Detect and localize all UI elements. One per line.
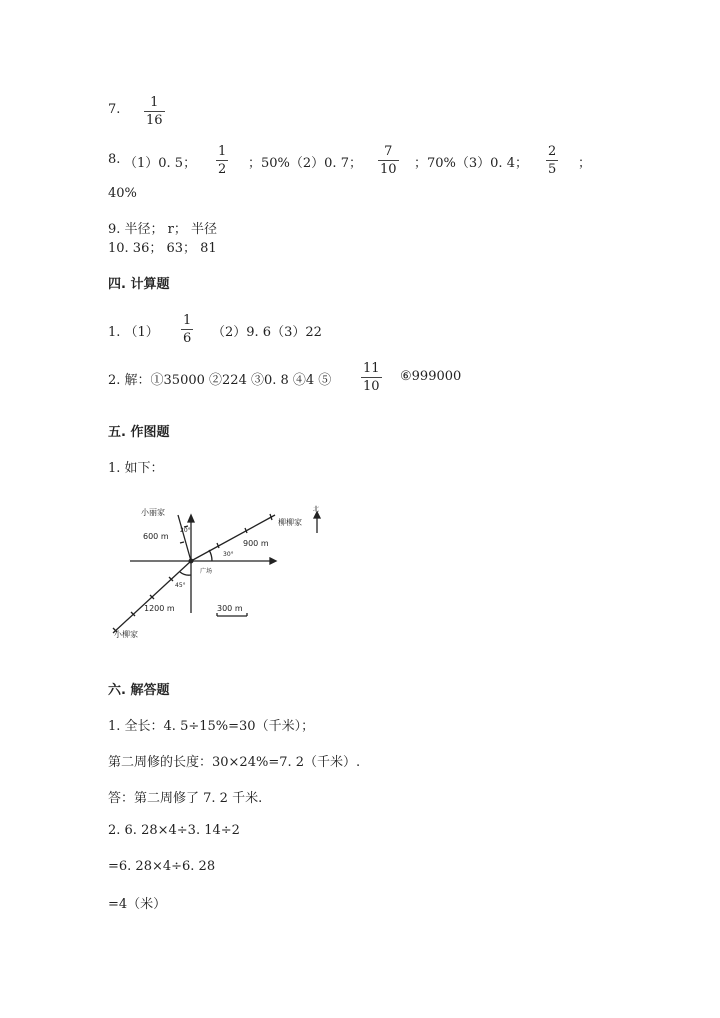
label-xiaoliu: 小柳家 — [114, 630, 138, 639]
q9-answer: 9. 半径； r； 半径 — [108, 222, 218, 237]
q8-part4: ； — [578, 156, 592, 171]
tick — [180, 542, 184, 543]
answer-line-5: =6. 28×4÷6. 28 — [108, 859, 216, 874]
q8-line2: 40% — [108, 186, 137, 201]
section-6-title: 六. 解答题 — [108, 683, 170, 698]
q8-fraction-3 — [546, 144, 558, 177]
label-angle-45: 45° — [175, 582, 186, 589]
q7-fraction — [144, 95, 165, 128]
q8-fraction-2 — [378, 144, 399, 177]
q8-part3: ；70%（3）0. 4； — [414, 156, 528, 171]
calc1-fraction-numerator: 1 — [183, 313, 192, 328]
q8-number: 8. — [108, 152, 121, 167]
plaza-point — [189, 559, 194, 564]
answer-line-2: 第二周修的长度：30×24%=7. 2（千米）. — [108, 755, 361, 770]
answer-line-1: 1. 全长：4. 5÷15%=30（千米）； — [108, 719, 315, 734]
q8-fraction-1 — [216, 144, 228, 177]
label-900m: 900 m — [243, 539, 269, 548]
calc1-fraction — [181, 313, 193, 346]
label-liuliu: 柳柳家 — [278, 518, 302, 527]
angle-arc-30 — [209, 550, 212, 561]
north-axis-arrow-icon — [188, 515, 194, 522]
east-axis-arrow-icon — [270, 558, 276, 564]
label-angle-30: 30° — [223, 551, 234, 558]
answer-line-6: =4（米） — [108, 897, 167, 912]
label-scale: 300 m — [217, 604, 243, 613]
calc2-fraction — [361, 361, 382, 394]
q8-part2: ；50%（2）0. 7； — [248, 156, 362, 171]
tick — [245, 528, 247, 533]
label-north: 北 — [313, 506, 320, 513]
q10-answer: 10. 36； 63； 81 — [108, 241, 217, 256]
direction-diagram — [100, 495, 340, 645]
q8-part1: （1）0. 5； — [124, 156, 197, 171]
calc2-prefix: 2. 解：①35000 ②224 ③0. 8 ④4 ⑤ — [108, 373, 332, 388]
q8-fraction-2-denominator: 10 — [380, 162, 397, 177]
section-5-line1: 1. 如下： — [108, 461, 164, 476]
q7-fraction-numerator: 1 — [150, 95, 159, 110]
section-4-title: 四. 计算题 — [108, 277, 170, 292]
calc1-suffix: （2）9. 6（3）22 — [212, 325, 322, 340]
calc2-suffix: ⑥999000 — [400, 369, 462, 384]
angle-arc-45 — [180, 572, 191, 575]
label-guangchang: 广场 — [200, 568, 213, 575]
q8-fraction-3-denominator: 5 — [548, 162, 557, 177]
calc2-fraction-denominator: 10 — [363, 379, 380, 394]
q8-fraction-1-numerator: 1 — [218, 144, 227, 159]
section-5-title: 五. 作图题 — [108, 425, 170, 440]
calc2-fraction-numerator: 11 — [363, 361, 380, 376]
q8-fraction-2-numerator: 7 — [384, 144, 393, 159]
q7-number: 7. — [108, 102, 121, 117]
calc1-fraction-denominator: 6 — [183, 331, 192, 346]
label-1200m: 1200 m — [144, 604, 175, 613]
calc1-prefix: 1. （1） — [108, 325, 159, 340]
q8-fraction-1-denominator: 2 — [218, 162, 227, 177]
label-600m: 600 m — [143, 532, 169, 541]
answer-line-4: 2. 6. 28×4÷3. 14÷2 — [108, 823, 240, 838]
label-angle-20: 20° — [180, 527, 191, 534]
q8-fraction-3-numerator: 2 — [548, 144, 557, 159]
q7-fraction-denominator: 16 — [146, 113, 163, 128]
label-xiaoli: 小丽家 — [141, 508, 165, 517]
answer-line-3: 答：第二周修了 7. 2 千米. — [108, 791, 263, 806]
